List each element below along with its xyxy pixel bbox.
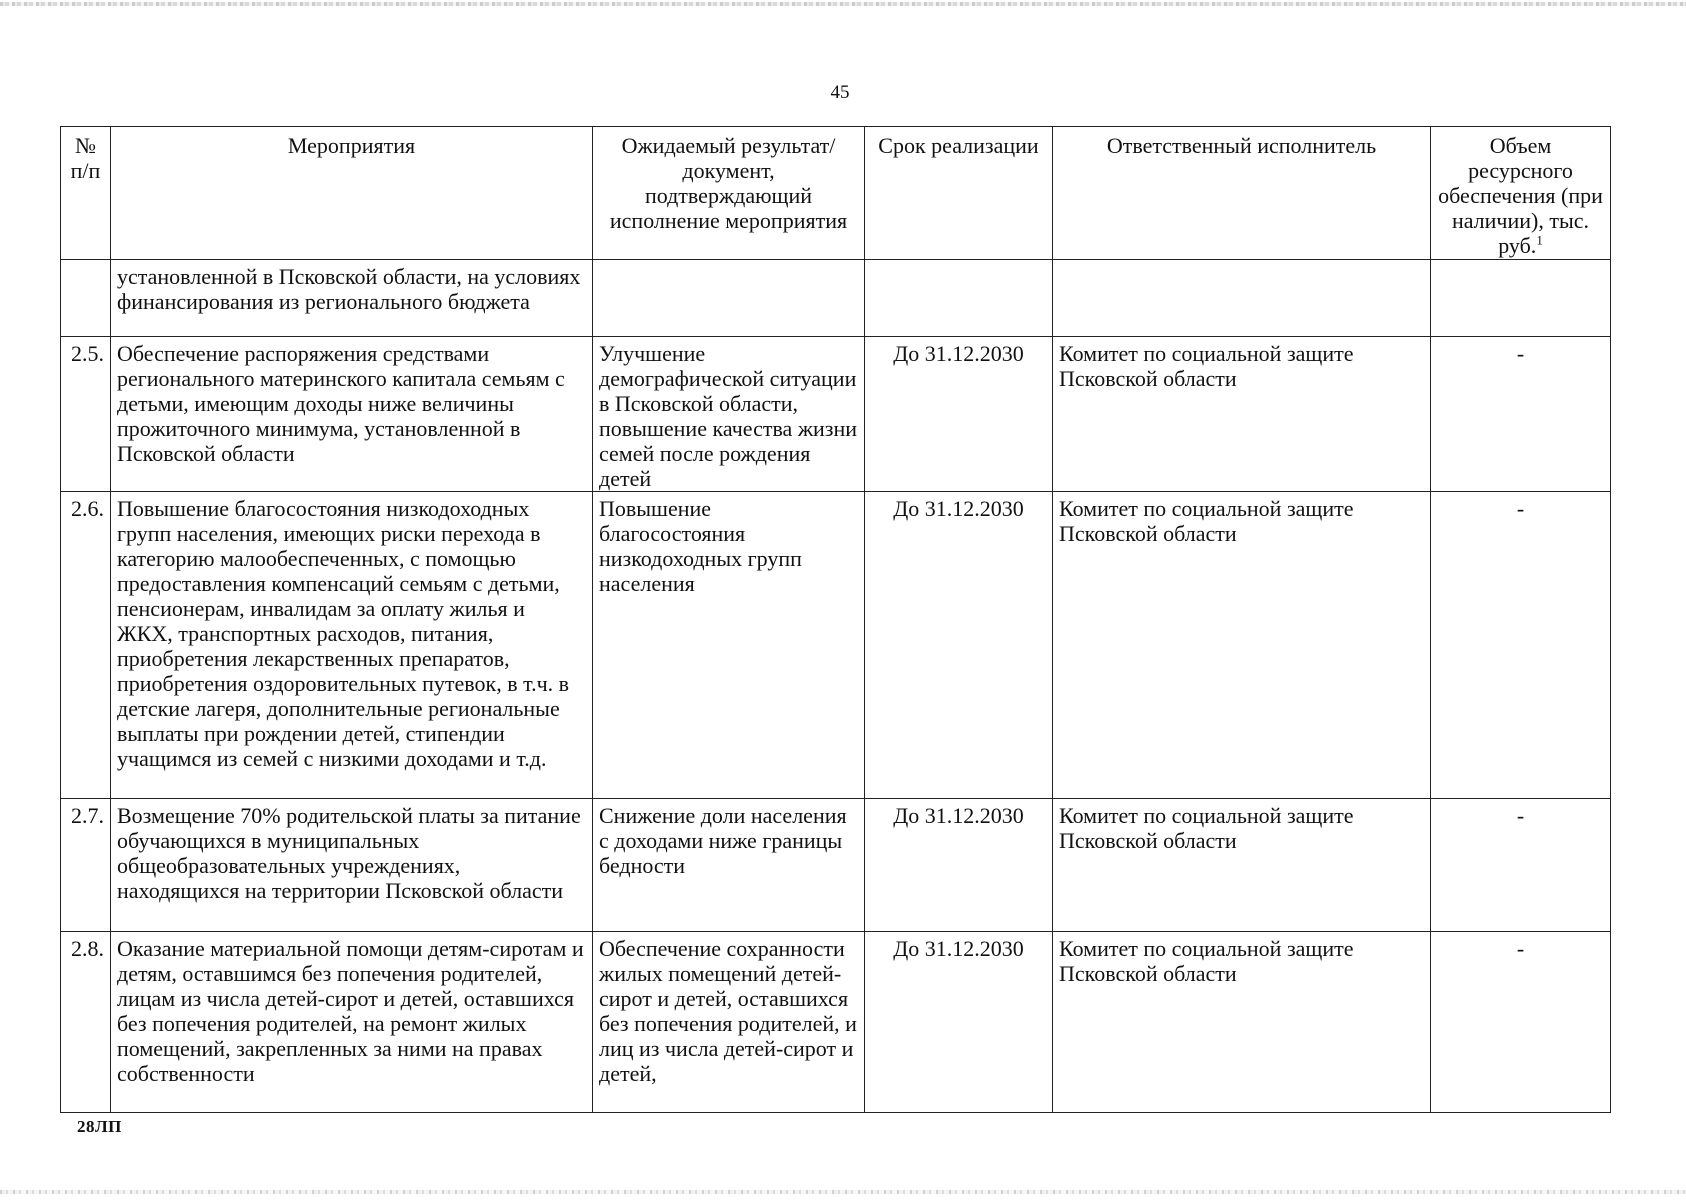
row-term: До 31.12.2030 (865, 337, 1053, 492)
row-result: Улучшение демографической ситуации в Псковской области, повышение качества жизни семей после рождения детей (593, 337, 865, 492)
table-header-row (61, 127, 1611, 260)
scan-edge-bottom (0, 1190, 1686, 1194)
row-event: Повышение благосостояния низкодоходных групп населения, имеющих риски перехода в категорию малообеспеченных, с помощью предоставления компенсаций семьям с детьми, пенсионерам, инвалидам за оплату жилья и ЖКХ, транспортных расходов, питания, приобретения лекарственных препаратов, приобретения оздоровительных путевок, в т.ч. в детские лагеря, дополнительные региональные выплаты при рождении детей, стипендии учащимся из семей с низкими доходами и т.д. (111, 492, 593, 799)
scan-edge-top (0, 2, 1686, 6)
footer-document-code: 28ЛП (77, 1117, 122, 1136)
row-num: 2.5. (61, 337, 111, 492)
row-result: Снижение доли населения с доходами ниже границы бедности (593, 799, 865, 932)
row-executor: Комитет по социальной защите Псковской области (1053, 799, 1431, 932)
header-volume (1431, 127, 1611, 260)
row-executor: Комитет по социальной защите Псковской области (1053, 932, 1431, 1113)
table-row (61, 932, 1611, 1113)
table-row (61, 799, 1611, 932)
table-row (61, 492, 1611, 799)
row-term: До 31.12.2030 (865, 932, 1053, 1113)
page-number: 45 (830, 82, 850, 103)
table-row (61, 337, 1611, 492)
row-executor: Комитет по социальной защите Псковской области (1053, 492, 1431, 799)
header-event: Мероприятия (111, 127, 593, 260)
footnote-marker: 1 (1536, 232, 1543, 248)
row-volume: - (1431, 799, 1611, 932)
header-executor: Ответственный исполнитель (1053, 127, 1431, 260)
measures-table (60, 126, 1611, 1113)
row-event: Оказание материальной помощи детям-сиротам и детям, оставшимся без попечения родителей, лицам из числа детей-сирот и детей, оставшихся без попечения родителей, на ремонт жилых помещений, закрепленных за ними на правах собственности (111, 932, 593, 1113)
row-executor: Комитет по социальной защите Псковской области (1053, 337, 1431, 492)
row-event: установленной в Псковской области, на условиях финансирования из регионального бюджета (111, 260, 593, 337)
header-result: Ожидаемый результат/документ, подтверждающий исполнение мероприятия (593, 127, 865, 260)
row-num (61, 260, 111, 337)
row-term (865, 260, 1053, 337)
row-volume: - (1431, 932, 1611, 1113)
table-row (61, 260, 1611, 337)
header-num: № п/п (61, 127, 111, 260)
row-term: До 31.12.2030 (865, 492, 1053, 799)
row-num: 2.6. (61, 492, 111, 799)
row-executor (1053, 260, 1431, 337)
row-volume: - (1431, 337, 1611, 492)
row-term: До 31.12.2030 (865, 799, 1053, 932)
row-result: Обеспечение сохранности жилых помещений детей-сирот и детей, оставшихся без попечения родителей, и лиц из числа детей-сирот и детей, (593, 932, 865, 1113)
row-result: Повышение благосостояния низкодоходных групп населения (593, 492, 865, 799)
header-volume-text: Объем ресурсного обеспечения (при наличии), тыс. руб. (1438, 133, 1603, 258)
row-volume: - (1431, 492, 1611, 799)
row-volume (1431, 260, 1611, 337)
row-num: 2.7. (61, 799, 111, 932)
header-term: Срок реализации (865, 127, 1053, 260)
row-event: Обеспечение распоряжения средствами регионального материнского капитала семьям с детьми, имеющим доходы ниже величины прожиточного минимума, установленной в Псковской области (111, 337, 593, 492)
row-result (593, 260, 865, 337)
row-num: 2.8. (61, 932, 111, 1113)
row-event: Возмещение 70% родительской платы за питание обучающихся в муниципальных общеобразовательных учреждениях, находящихся на территории Псковской области (111, 799, 593, 932)
